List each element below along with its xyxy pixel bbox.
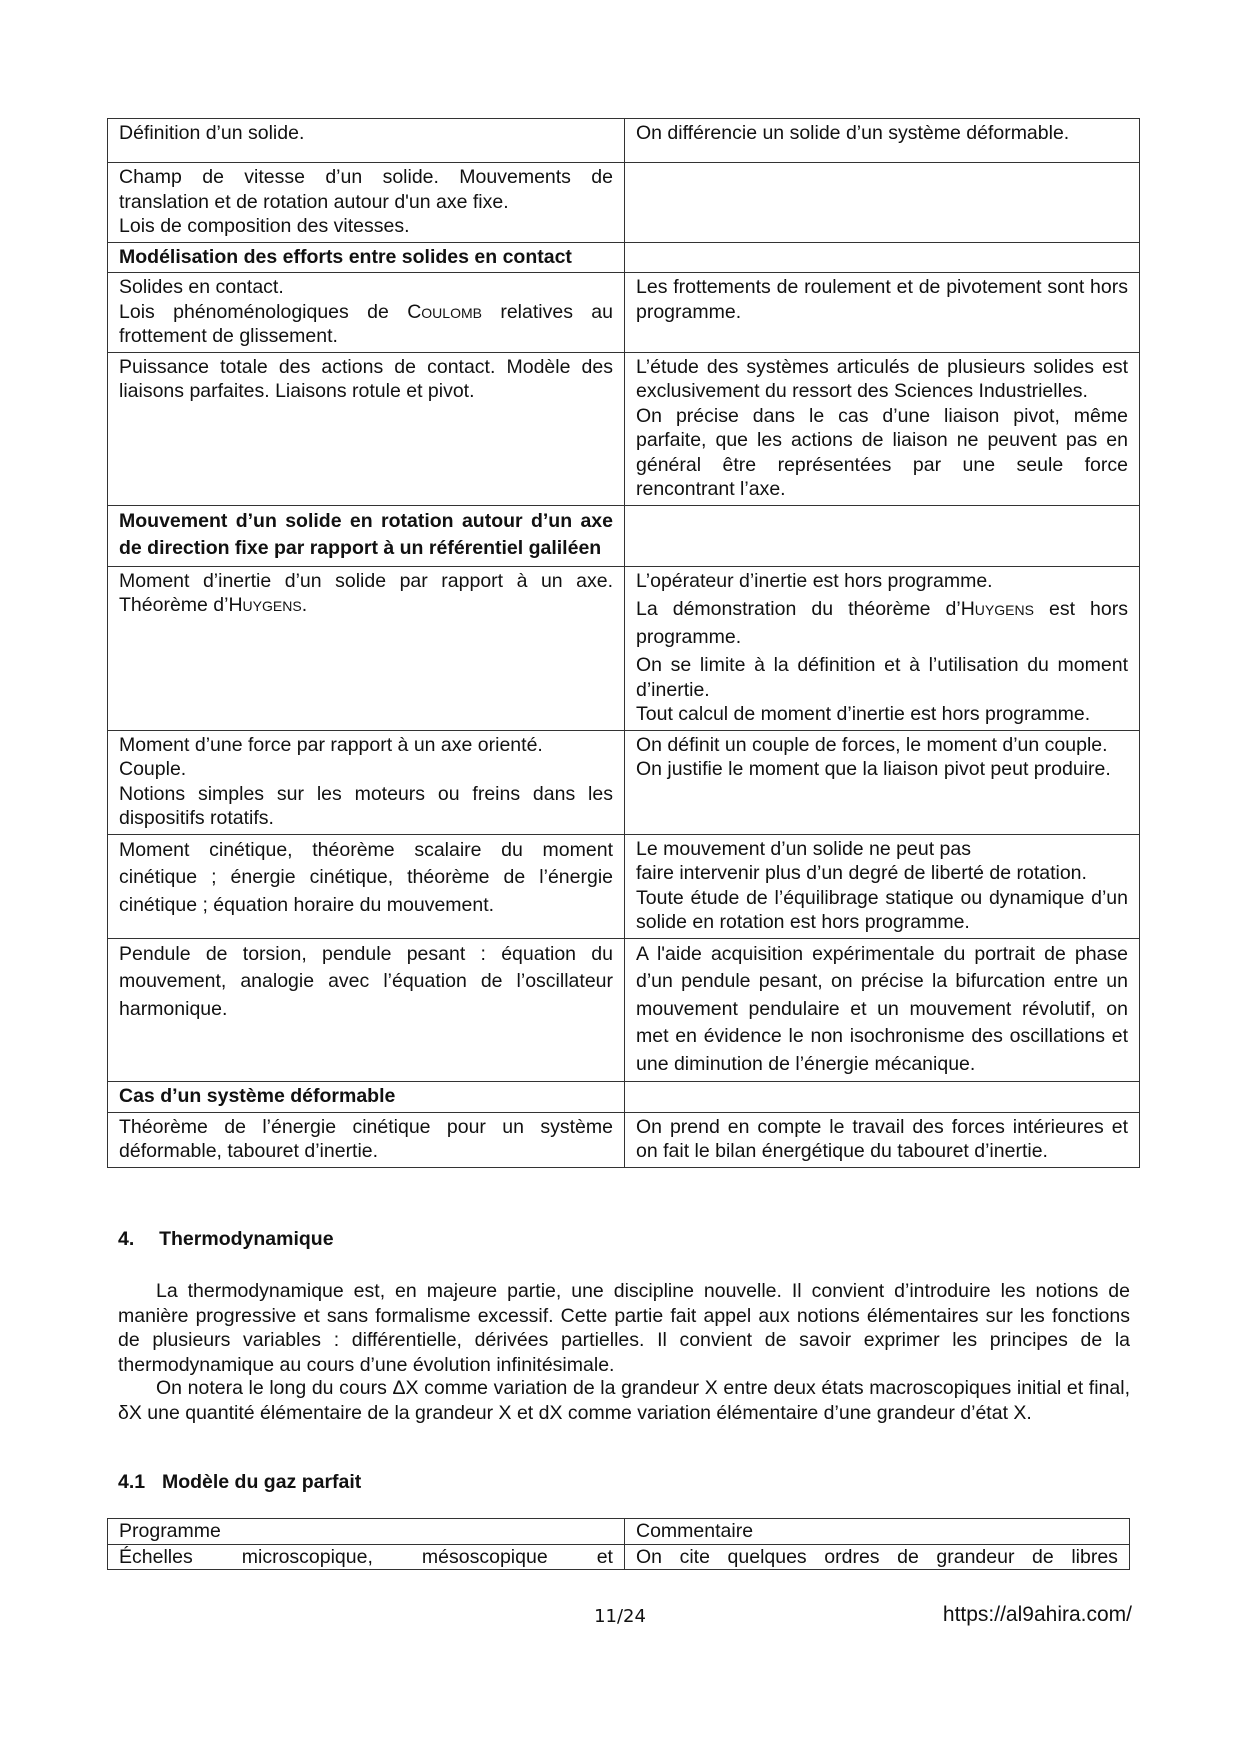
- commentaire-cell: [625, 1112, 1140, 1167]
- section-heading: [108, 505, 625, 566]
- table-row: [108, 1544, 1130, 1570]
- commentaire-cell: [625, 1082, 1140, 1113]
- programme-cell: [108, 163, 625, 243]
- commentaire-cell: [625, 273, 1140, 353]
- cell-text: On précise dans le cas d’une liaison pivot, même parfaite, que les actions de liaison ne peuvent pas en général être représentées par une seule force rencontrant l’axe.: [636, 404, 1128, 500]
- cell-text: [119, 300, 613, 349]
- table-row: [108, 163, 1140, 243]
- section-title: Modèle du gaz parfait: [161, 1471, 362, 1493]
- cell-text: Tout calcul de moment d’inertie est hors programme.: [636, 703, 1091, 725]
- cell-text: Théorème de l’énergie cinétique pour un système déformable, tabouret d’inertie.: [119, 1115, 613, 1162]
- commentaire-cell: [625, 505, 1140, 566]
- cell-text: Notions simples sur les moteurs ou freins dans les dispositifs rotatifs.: [119, 782, 613, 829]
- programme-cell: [108, 1544, 625, 1570]
- author-name: Huygens: [228, 594, 302, 616]
- cell-text: On justifie le moment que la liaison pivot peut produire.: [636, 758, 1111, 780]
- author-name: Coulomb: [407, 300, 482, 323]
- programme-cell: [108, 352, 625, 505]
- word: Échelles: [119, 1545, 193, 1568]
- cell-text: Solides en contact.: [119, 276, 284, 298]
- cell-text: [636, 596, 1128, 651]
- header-text: Programme: [119, 1520, 221, 1542]
- commentaire-cell: [625, 834, 1140, 938]
- section-heading-text: Cas d’un système déformable: [119, 1085, 396, 1107]
- table-row: [108, 1112, 1140, 1167]
- word: On: [636, 1545, 663, 1568]
- source-url[interactable]: https://al9ahira.com/: [942, 1603, 1132, 1626]
- section-heading-text: Modélisation des efforts entre solides en contact: [119, 245, 572, 268]
- section-heading-text: Mouvement d’un solide en rotation autour d’un axe de direction fixe par rapport à un référentiel galiléen: [119, 509, 613, 559]
- section-number: 4.: [118, 1228, 135, 1250]
- word: libres: [1071, 1545, 1118, 1568]
- commentaire-cell: [625, 1544, 1130, 1570]
- paragraph: [118, 1376, 1130, 1425]
- programme-cell: [108, 119, 625, 163]
- table-header-row: [108, 1519, 1130, 1545]
- table-row: [108, 938, 1140, 1082]
- programme-cell: [108, 834, 625, 938]
- programme-table: [107, 118, 1140, 1168]
- word: et: [596, 1545, 613, 1568]
- table-row: [108, 242, 1140, 273]
- cell-text: A l'aide acquisition expérimentale du portrait de phase d’un pendule pesant, on précise la bifurcation entre un mouvement pendulaire et un mouvement révolutif, on met en évidence le non isochronisme des oscillations et une diminution de l’énergie mécanique.: [636, 942, 1128, 1075]
- programme-cell: [108, 273, 625, 353]
- programme-cell: [108, 566, 625, 730]
- cell-text: L’étude des systèmes articulés de plusieurs solides est exclusivement du ressort des Sciences Industrielles.: [636, 355, 1128, 402]
- commentaire-cell: [625, 566, 1140, 730]
- commentaire-cell: [625, 352, 1140, 505]
- table-row: [108, 352, 1140, 505]
- cell-text: [636, 1546, 1118, 1570]
- word: quelques: [727, 1545, 807, 1568]
- header-commentaire: [625, 1519, 1130, 1545]
- cell-text: Moment cinétique, théorème scalaire du moment cinétique ; énergie cinétique, théorème de l’énergie cinétique ; équation horaire du mouvement.: [119, 838, 613, 916]
- word: mésoscopique: [421, 1545, 548, 1568]
- section-heading-4-1: [118, 1470, 361, 1494]
- section-title: Thermodynamique: [159, 1228, 334, 1250]
- cell-text: On différencie un solide d’un système déformable.: [636, 122, 1070, 144]
- programme-cell: [108, 730, 625, 834]
- section-heading-4: [118, 1227, 334, 1251]
- cell-text: Les frottements de roulement et de pivotement sont hors programme.: [636, 276, 1128, 323]
- table-row: [108, 730, 1140, 834]
- table-row: [108, 1082, 1140, 1113]
- paragraph: [118, 1279, 1130, 1377]
- cell-text: Le mouvement d’un solide ne peut pas: [636, 837, 971, 860]
- cell-text: On prend en compte le travail des forces intérieures et on fait le bilan énergétique du tabouret d’inertie.: [636, 1115, 1128, 1162]
- cell-text: Puissance totale des actions de contact. Modèle des liaisons parfaites. Liaisons rotule et pivot.: [119, 355, 613, 402]
- header-programme: [108, 1519, 625, 1545]
- commentaire-cell: [625, 730, 1140, 834]
- commentaire-cell: [625, 242, 1140, 273]
- word: ordres: [824, 1545, 880, 1568]
- section-heading: [108, 1082, 625, 1113]
- author-name: Huygens: [960, 598, 1034, 620]
- cell-text: [119, 1546, 613, 1570]
- table-row: [108, 273, 1140, 353]
- cell-text: La démonstration du théorème d’: [636, 598, 961, 620]
- header-text: Commentaire: [636, 1520, 754, 1542]
- commentaire-cell: [625, 938, 1140, 1082]
- cell-text: Couple.: [119, 758, 187, 780]
- section-number: 4.1: [118, 1471, 146, 1493]
- cell-text: Lois de composition des vitesses.: [119, 215, 410, 237]
- cell-text: Lois phénoménologiques de: [119, 300, 408, 323]
- programme-cell: [108, 938, 625, 1082]
- cell-text: .: [301, 594, 308, 616]
- cell-text: Moment d’une force par rapport à un axe orienté.: [119, 733, 543, 756]
- word: de: [1032, 1545, 1054, 1568]
- cell-text: L’opérateur d’inertie est hors programme.: [636, 569, 993, 592]
- cell-text: On définit un couple de forces, le moment d’un couple.: [636, 733, 1108, 756]
- cell-text: relatives au frottement de glissement.: [119, 300, 613, 347]
- commentaire-cell: [625, 119, 1140, 163]
- cell-text: Champ de vitesse d’un solide. Mouvements de translation et de rotation autour d'un axe fixe.: [119, 166, 613, 213]
- cell-text: est hors programme.: [636, 598, 1128, 648]
- cell-text: Toute étude de l’équilibrage statique ou dynamique d’un solide en rotation est hors programme.: [636, 886, 1128, 933]
- word: microscopique,: [241, 1545, 373, 1568]
- word: de: [897, 1545, 919, 1568]
- word: grandeur: [936, 1545, 1015, 1568]
- table-row: [108, 119, 1140, 163]
- commentaire-cell: [625, 163, 1140, 243]
- table-row: [108, 505, 1140, 566]
- paragraph-text: On notera le long du cours ΔX comme variation de la grandeur X entre deux états macroscopiques initial et final, δX une quantité élémentaire de la grandeur X et dX comme variation élémentaire d’une grandeur d’état X.: [118, 1377, 1130, 1424]
- word: cite: [679, 1545, 710, 1568]
- paragraph-text: La thermodynamique est, en majeure partie, une discipline nouvelle. Il convient d’introduire les notions de manière progressive et sans formalisme excessif. Cette partie fait appel aux notions élémentaires sur les fonctions de plusieurs variables : différentielle, dérivées partielles. Il convient de savoir exprimer les principes de la thermodynamique au cours d’une évolution infinitésimale.: [118, 1280, 1130, 1376]
- section-heading: [108, 242, 625, 273]
- cell-text: Définition d’un solide.: [119, 122, 305, 144]
- table-row: [108, 566, 1140, 730]
- cell-text: Moment d’inertie d’un solide par rapport à un axe. Théorème d’: [119, 569, 613, 616]
- cell-text: Pendule de torsion, pendule pesant : équation du mouvement, analogie avec l’équation de l’oscillateur harmonique.: [119, 942, 613, 1020]
- programme-cell: [108, 1112, 625, 1167]
- gaz-parfait-table: [107, 1518, 1130, 1570]
- cell-text: faire intervenir plus d’un degré de liberté de rotation.: [636, 862, 1087, 884]
- cell-text: On se limite à la définition et à l’utilisation du moment d’inertie.: [636, 654, 1128, 701]
- page-number: 11/24: [594, 1606, 646, 1627]
- table-row: [108, 834, 1140, 938]
